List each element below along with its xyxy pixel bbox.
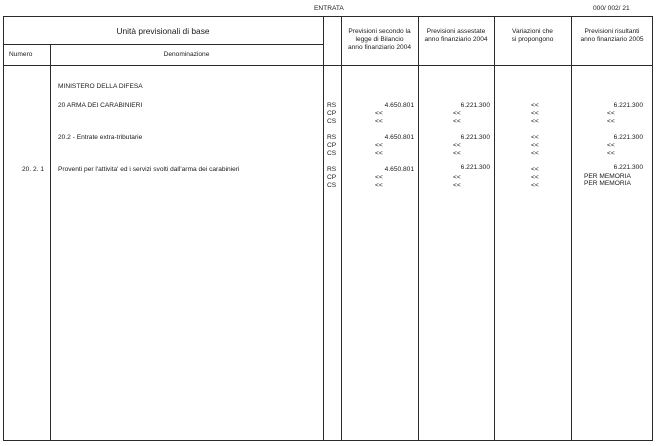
bilancio-value: << [375, 118, 383, 125]
page-reference: 000/ 002/ 21 [593, 5, 630, 12]
variazioni-value: << [531, 182, 539, 189]
variazioni-value: << [531, 110, 539, 117]
risultanti-value: << [607, 110, 615, 117]
row-code: CP [327, 174, 337, 181]
assestate-value: 6.221.300 [460, 134, 490, 141]
bilancio-value: << [375, 150, 383, 157]
section-label: Proventi per l'attivita' ed i servizi svolti dall'arma dei carabinieri [58, 166, 240, 173]
row-code: CP [327, 142, 337, 149]
row-code: RS [327, 134, 337, 141]
variazioni-value: << [531, 174, 539, 181]
variazioni-value: << [531, 150, 539, 157]
row-code: CS [327, 150, 337, 157]
row-code: RS [327, 166, 337, 173]
risultanti-value: 6.221.300 [613, 164, 643, 171]
risultanti-value: PER MEMORIA [584, 173, 631, 180]
section-label: 20 ARMA DEI CARABINIERI [58, 102, 143, 109]
bilancio-value: 4.650.801 [384, 102, 414, 109]
group-title: Unità previsionali di base [116, 26, 210, 36]
col-prev-bilancio-header: Previsioni secondo la legge di Bilancio anno finanziario 2004 [347, 28, 412, 51]
risultanti-value: PER MEMORIA [584, 180, 631, 187]
bilancio-value: << [375, 182, 383, 189]
chapter-number: 20. 2. 1 [22, 166, 44, 173]
bilancio-value: << [375, 110, 383, 117]
page-title: ENTRATA [314, 5, 344, 12]
row-code: RS [327, 102, 337, 109]
section-label: 20.2 - Entrate extra-tributarie [58, 134, 143, 141]
variazioni-value: << [531, 142, 539, 149]
row-code: CS [327, 182, 337, 189]
assestate-value: 6.221.300 [460, 102, 490, 109]
risultanti-value: << [607, 142, 615, 149]
variazioni-value: << [531, 118, 539, 125]
bilancio-value: << [375, 174, 383, 181]
assestate-value: << [453, 150, 461, 157]
col-denominazione-header: Denominazione [163, 51, 210, 58]
bilancio-value: << [375, 142, 383, 149]
risultanti-value: << [607, 150, 615, 157]
ministry-name: MINISTERO DELLA DIFESA [58, 83, 143, 90]
assestate-value: << [453, 110, 461, 117]
risultanti-value: 6.221.300 [613, 102, 643, 109]
row-code: CS [327, 118, 337, 125]
risultanti-value: 6.221.300 [613, 134, 643, 141]
col-variazioni-header: Variazioni che si propongono [511, 28, 554, 43]
assestate-value: << [453, 118, 461, 125]
assestate-value: << [453, 142, 461, 149]
col-prev-assestate-header: Previsioni assestate anno finanziario 2004 [424, 28, 488, 43]
bilancio-value: 4.650.801 [384, 134, 414, 141]
col-numero-header: Numero [9, 51, 33, 58]
row-code: CP [327, 110, 337, 117]
risultanti-value: << [607, 118, 615, 125]
assestate-value: << [453, 182, 461, 189]
variazioni-value: << [531, 166, 539, 173]
assestate-value: 6.221.300 [460, 164, 490, 171]
col-prev-risultanti-header: Previsioni risultanti anno finanziario 2005 [580, 28, 644, 43]
assestate-value: << [453, 174, 461, 181]
variazioni-value: << [531, 102, 539, 109]
bilancio-value: 4.650.801 [384, 166, 414, 173]
variazioni-value: << [531, 134, 539, 141]
